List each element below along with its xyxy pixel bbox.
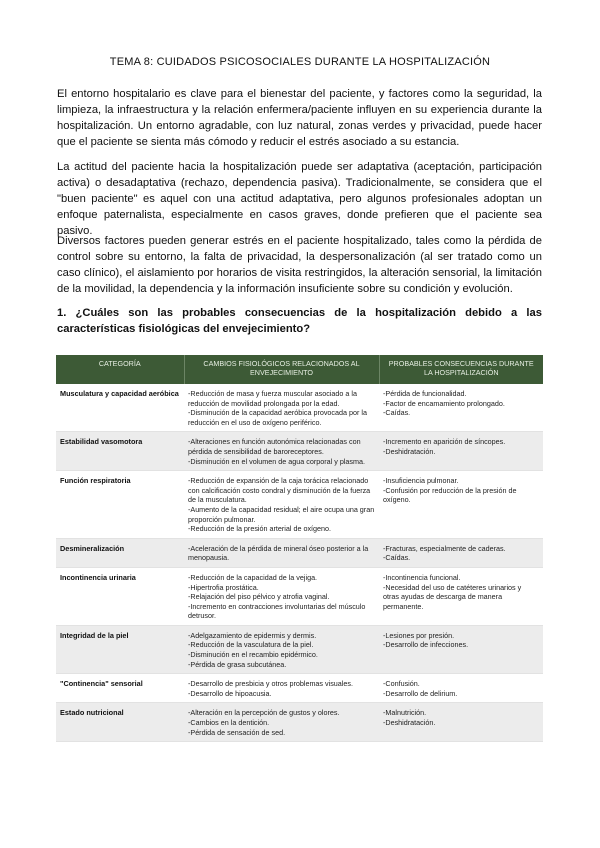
row-category: "Continencia" sensorial — [56, 674, 184, 703]
cell-line: -Caídas. — [383, 408, 411, 418]
cell-line: -Incremento en aparición de síncopes. — [383, 437, 506, 447]
table-row — [56, 674, 543, 703]
row-consequences — [379, 625, 543, 673]
row-consequences — [379, 538, 543, 567]
row-category: Musculatura y capacidad aeróbica — [56, 384, 184, 432]
cell-line: -Aceleración de la pérdida de mineral óseo posterior a la menopausia. — [188, 543, 369, 563]
cell-line: -Deshidratación. — [383, 446, 436, 456]
cell-line: -Hipertrofia prostática. — [188, 582, 259, 592]
table-row — [56, 703, 543, 742]
row-category: Función respiratoria — [56, 471, 184, 539]
header-changes: CAMBIOS FISIOLÓGICOS RELACIONADOS AL ENVEJECIMIENTO — [184, 355, 379, 384]
intro-paragraph: El entorno hospitalario es clave para el bienestar del paciente, y factores como la seguridad, la limpieza, la infraestructura y la relación enfermera/paciente influyen en su experiencia durante la hospitalización. Un entorno agradable, con luz natural, zonas verdes y privacidad, puede hacer que el paciente se sienta más cómodo y reducir el estrés asociado a su estancia. — [57, 88, 542, 148]
cell-line: -Incremento en contracciones involuntarias del músculo detrusor. — [188, 601, 366, 621]
cell-line: -Relajación del piso pélvico y atrofia vaginal. — [188, 592, 330, 602]
cell-line: -Desarrollo de delirium. — [383, 688, 458, 698]
cell-line: -Malnutrición. — [383, 708, 427, 718]
row-changes — [184, 567, 379, 625]
cell-line: -Reducción de masa y fuerza muscular asociado a la reducción de movilidad prolongada por la edad. — [188, 389, 357, 408]
cell-line: -Disminución de la capacidad aeróbica provocada por la reducción en el uso de oxígeno periférico. — [188, 408, 367, 427]
table-row — [56, 471, 543, 539]
aging-consequences-table — [56, 355, 543, 742]
table-row — [56, 538, 543, 567]
table-row — [56, 625, 543, 673]
row-category: Integridad de la piel — [56, 625, 184, 673]
cell-line: -Reducción de expansión de la caja torácica relacionado con calcificación costo condral y disminución de la fuerza de la musculatura. — [188, 476, 371, 505]
row-changes — [184, 432, 379, 471]
row-changes — [184, 538, 379, 567]
header-category: CATEGORÍA — [56, 355, 184, 384]
cell-line: -Confusión por reducción de la presión de oxígeno. — [383, 485, 517, 505]
table-row — [56, 567, 543, 625]
cell-line: -Factor de encamamiento prolongado. — [383, 398, 505, 408]
cell-line: -Alteraciones en función autonómica relacionadas con pérdida de sensibilidad de baroreceptores. — [188, 437, 361, 456]
cell-line: -Fracturas, especialmente de caderas. — [383, 543, 506, 553]
row-category: Estabilidad vasomotora — [56, 432, 184, 471]
cell-line: -Adelgazamiento de epidermis y dermis. — [188, 630, 317, 640]
cell-line: -Disminución en el volumen de agua corporal y plasma. — [188, 456, 365, 466]
cell-line: -Necesidad del uso de catéteres urinarios y otras ayudas de descarga de manera permanente. — [383, 582, 522, 611]
row-changes — [184, 703, 379, 742]
cell-line: -Incontinencia funcional. — [383, 572, 461, 582]
table-row — [56, 432, 543, 471]
row-consequences — [379, 432, 543, 471]
cell-line: -Disminución en el recambio epidérmico. — [188, 650, 318, 660]
cell-line: -Pérdida de funcionalidad. — [383, 389, 467, 398]
cell-line: -Cambios en la dentición. — [188, 718, 270, 728]
cell-line: -Desarrollo de hipoacusia. — [188, 688, 272, 698]
cell-line: -Lesiones por presión. — [383, 630, 455, 640]
table-header-row — [56, 355, 543, 384]
row-category: Desmineralización — [56, 538, 184, 567]
row-consequences — [379, 567, 543, 625]
cell-line: -Desarrollo de presbicia y otros problemas visuales. — [188, 679, 353, 689]
table-row — [56, 384, 543, 432]
cell-line: -Pérdida de grasa subcutánea. — [188, 659, 287, 669]
attitude-paragraph: La actitud del paciente hacia la hospitalización puede ser adaptativa (aceptación, participación activa) o desadaptativa (rechazo, dependencia pasiva). Tradicionalmente, se considera que el "buen paciente" es aquel con una actitud adaptativa, pero algunos profesionales adoptan un enfoque paternalista, especialmente en casos graves, donde prefieren que el paciente sea pasivo. — [57, 161, 542, 237]
row-consequences — [379, 471, 543, 539]
cell-line: -Alteración en la percepción de gustos y olores. — [188, 708, 340, 718]
stress-factors-paragraph: Diversos factores pueden generar estrés en el paciente hospitalizado, tales como la pérdida de control sobre su entorno, la falta de privacidad, la despersonalización (al ser tratado como un caso clínico), el aislamiento por horarios de visita restringidos, la alteración sensorial, la limitación de la movilidad, la dependencia y la información insuficiente sobre su condición y evolución. — [57, 235, 542, 295]
cell-line: -Reducción de la presión arterial de oxígeno. — [188, 524, 332, 534]
cell-line: -Reducción de la vasculatura de la piel. — [188, 640, 314, 650]
row-changes — [184, 674, 379, 703]
row-consequences — [379, 674, 543, 703]
cell-line: -Insuficiencia pulmonar. — [383, 476, 459, 486]
cell-line: -Aumento de la capacidad residual; el aire ocupa una gran proporción pulmonar. — [188, 504, 375, 524]
cell-line: -Confusión. — [383, 679, 420, 689]
row-category: Incontinencia urinaria — [56, 567, 184, 625]
cell-line: -Pérdida de sensación de sed. — [188, 727, 286, 737]
cell-line: -Reducción de la capacidad de la vejiga. — [188, 572, 318, 582]
row-changes — [184, 625, 379, 673]
header-consequences: PROBABLES CONSECUENCIAS DURANTE LA HOSPITALIZACIÓN — [379, 355, 543, 384]
document-title: TEMA 8: CUIDADOS PSICOSOCIALES DURANTE LA HOSPITALIZACIÓN — [109, 56, 491, 68]
row-consequences — [379, 703, 543, 742]
row-changes — [184, 471, 379, 539]
cell-line: -Deshidratación. — [383, 718, 436, 728]
row-changes — [184, 384, 379, 432]
row-consequences — [379, 384, 543, 432]
row-category: Estado nutricional — [56, 703, 184, 742]
cell-line: -Caídas. — [383, 553, 411, 563]
cell-line: -Desarrollo de infecciones. — [383, 640, 469, 650]
table-body — [56, 384, 543, 742]
question-heading: 1. ¿Cuáles son las probables consecuencias de la hospitalización debido a las características fisiológicas del envejecimiento? — [57, 307, 542, 335]
